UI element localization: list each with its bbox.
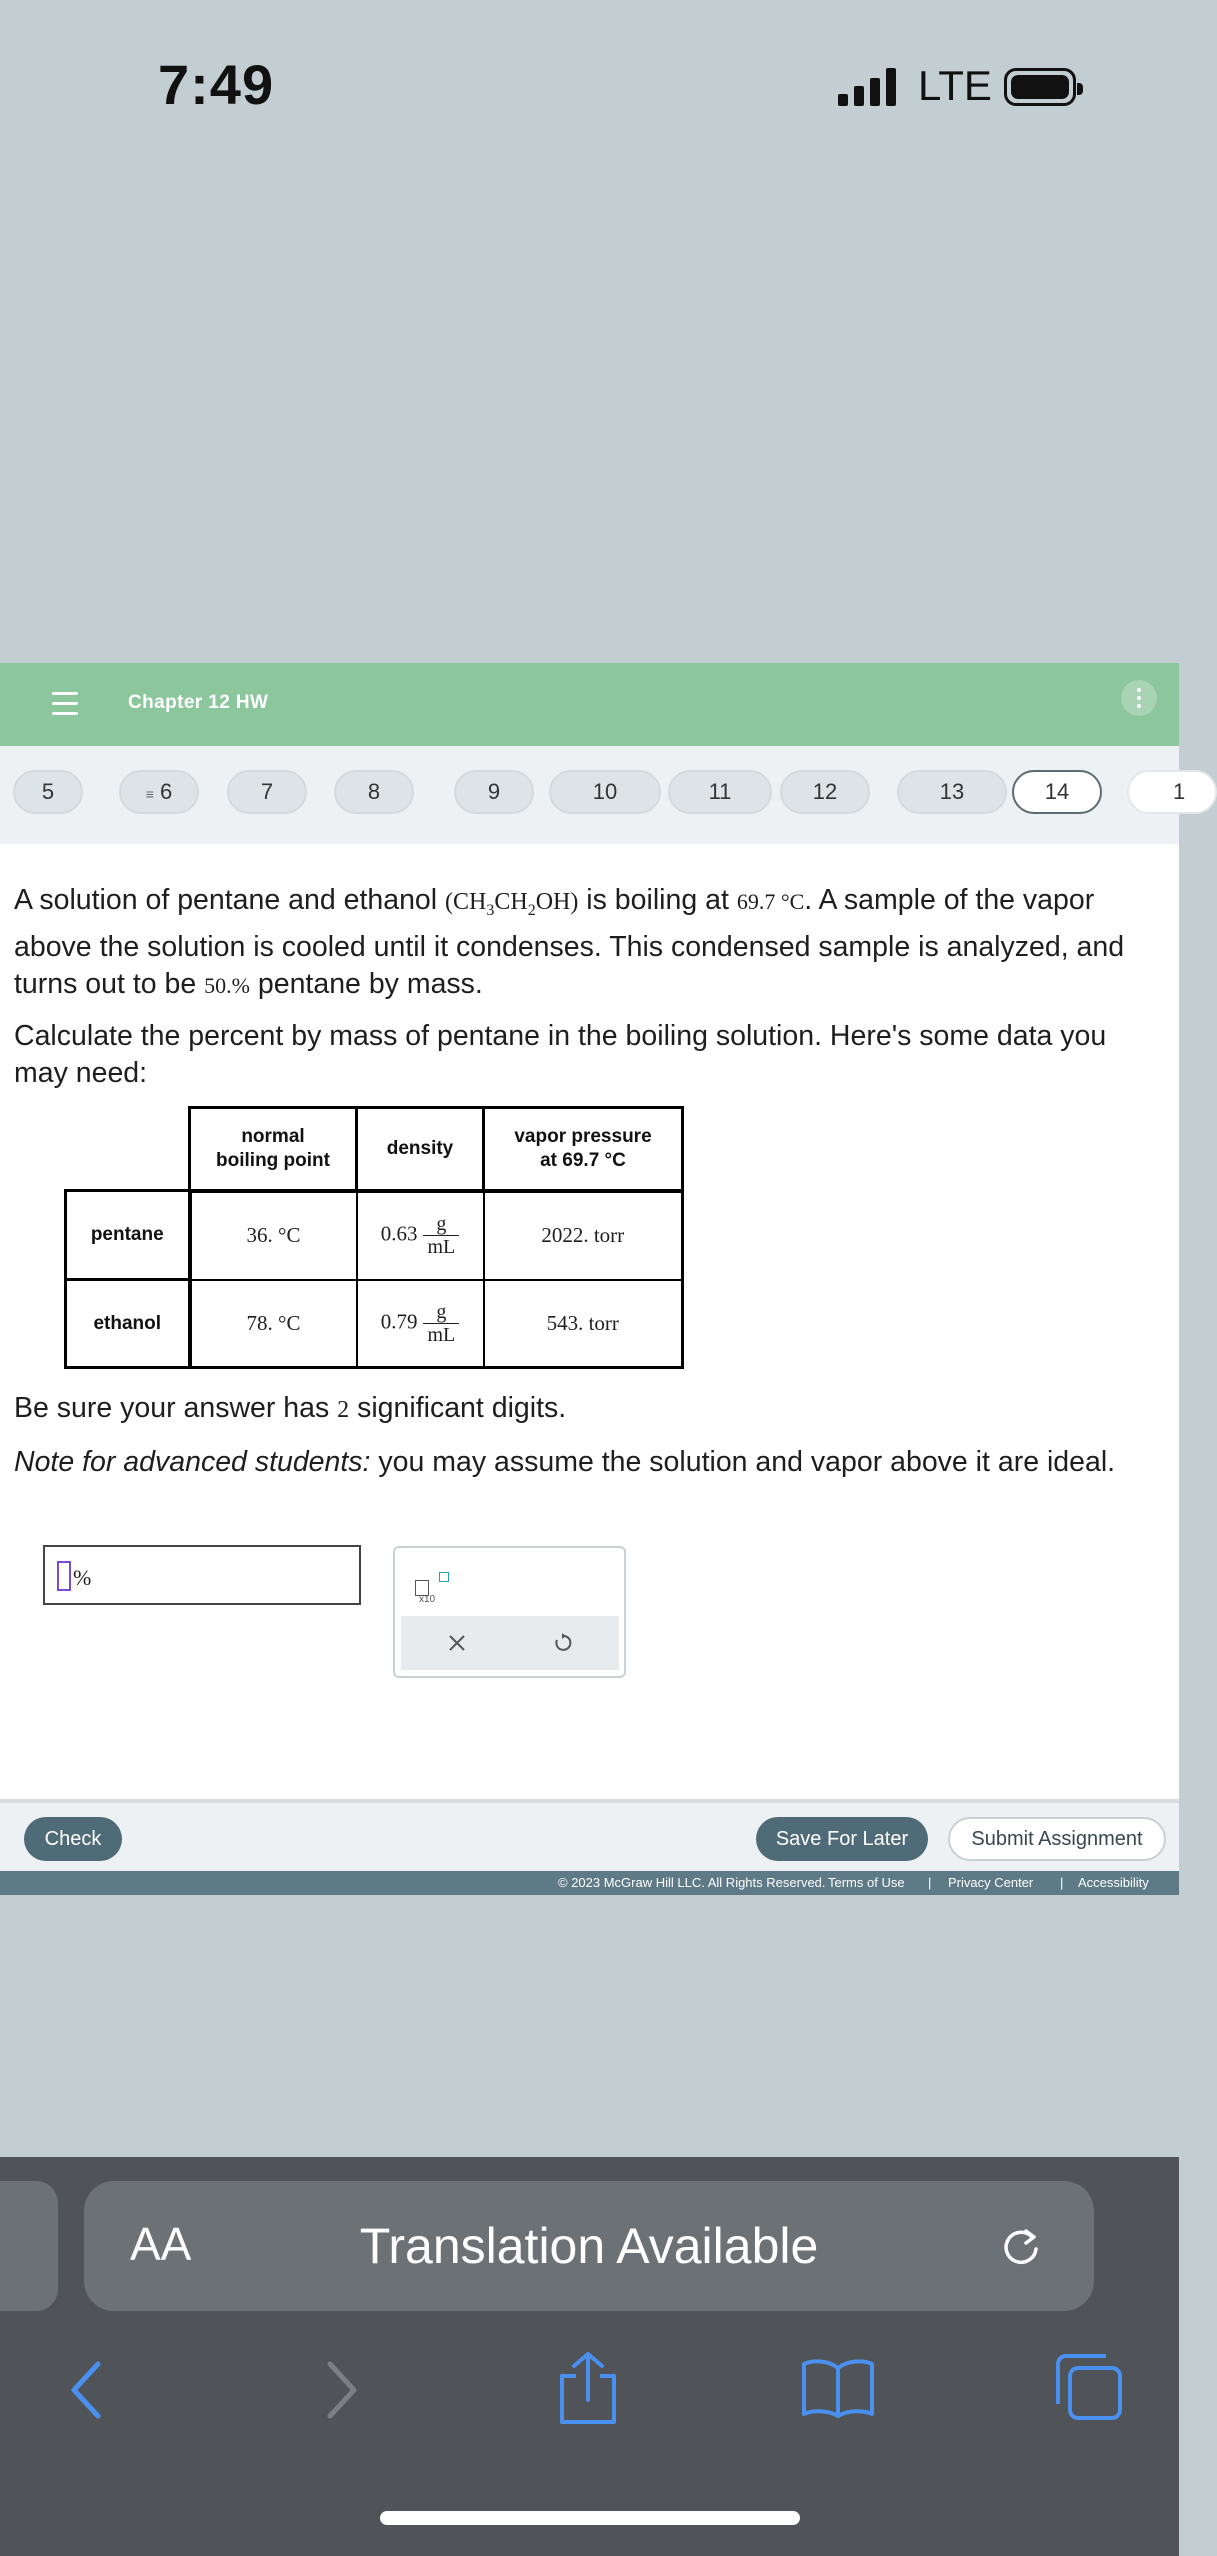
hamburger-menu-icon[interactable] — [52, 690, 78, 718]
submit-assignment-button[interactable]: Submit Assignment — [948, 1817, 1166, 1861]
network-type: LTE — [918, 62, 992, 109]
scientific-notation-icon[interactable]: x10 — [415, 1566, 455, 1602]
ethanol-boiling-point: 78. °C — [190, 1280, 357, 1368]
header-vapor-pressure: vapor pressure at 69.7 °C — [484, 1108, 683, 1191]
question-pill-6[interactable]: ≡ 6 — [119, 770, 199, 814]
question-pill-11[interactable]: 11 — [668, 770, 772, 814]
question-pill-5[interactable]: 5 — [13, 770, 83, 814]
tabs-icon[interactable] — [1054, 2352, 1124, 2422]
row-label-ethanol: ethanol — [66, 1280, 190, 1368]
significant-digits-note: Be sure your answer has 2 significant digits. — [14, 1392, 567, 1424]
save-for-later-button[interactable]: Save For Later — [756, 1817, 928, 1861]
battery-icon — [1004, 68, 1076, 106]
math-tool-panel — [393, 1546, 626, 1678]
question-navigation — [0, 746, 1186, 844]
share-icon[interactable] — [556, 2350, 620, 2426]
question-pill-9[interactable]: 9 — [454, 770, 534, 814]
advanced-note: Note for advanced students: you may assume the solution and vapor above it are ideal. — [14, 1446, 1116, 1478]
translation-banner[interactable]: Translation Available — [359, 2218, 819, 2274]
legal-bar — [0, 1871, 1179, 1895]
terms-link[interactable]: Terms of Use — [828, 1875, 905, 1890]
question-pill-14[interactable]: 14 — [1012, 770, 1102, 814]
bookmarks-icon[interactable] — [800, 2358, 876, 2420]
assignment-title: Chapter 12 HW — [128, 692, 269, 713]
pentane-vapor-pressure: 2022. torr — [484, 1191, 683, 1280]
forward-icon[interactable] — [322, 2360, 362, 2420]
ethanol-vapor-pressure: 543. torr — [484, 1280, 683, 1368]
separator: | — [928, 1875, 932, 1890]
previous-tab-peek[interactable] — [0, 2181, 58, 2311]
text-cursor — [57, 1561, 71, 1591]
question-pill-next[interactable]: 1 — [1127, 770, 1217, 814]
tool-action-bar — [401, 1616, 619, 1670]
more-options-icon[interactable] — [1121, 680, 1157, 716]
pentane-density: 0.63 $\frac{g}{mL}$ — [357, 1191, 484, 1280]
question-pill-13[interactable]: 13 — [897, 770, 1007, 814]
question-pill-10[interactable]: 10 — [549, 770, 661, 814]
signal-strength-icon — [838, 68, 900, 106]
check-button[interactable]: Check — [24, 1817, 122, 1861]
copyright: © 2023 McGraw Hill LLC. All Rights Reserved. — [558, 1875, 826, 1890]
clear-icon[interactable] — [447, 1633, 467, 1653]
flag-icon: ≡ — [145, 786, 154, 802]
separator: | — [1060, 1875, 1064, 1890]
ethanol-density: 0.79 $\frac{g}{mL}$ — [357, 1280, 484, 1368]
ethanol-formula: $(CH_3CH_2OH)$ — [445, 889, 579, 919]
data-table — [64, 1106, 684, 1369]
address-bar[interactable] — [84, 2181, 1094, 2311]
row-label-pentane: pentane — [66, 1191, 190, 1280]
accessibility-link[interactable]: Accessibility — [1078, 1875, 1149, 1890]
undo-icon[interactable] — [551, 1632, 573, 1654]
pentane-boiling-point: 36. °C — [190, 1191, 357, 1280]
table-row — [66, 1280, 683, 1368]
assignment-footer — [0, 1799, 1179, 1871]
question-pill-7[interactable]: 7 — [227, 770, 307, 814]
reader-settings-button[interactable]: AA — [130, 2218, 192, 2270]
question-paragraph-1: A solution of pentane and ethanol $(CH_3CH_2OH)$ is boiling at 69.7 °C. A sample of the vapor above the solution is cooled until it condenses. This condensed sample is analyzed, and turns out to be 50.% pentane by mass. — [14, 884, 1125, 1000]
table-row — [66, 1191, 683, 1280]
question-pill-8[interactable]: 8 — [334, 770, 414, 814]
question-pill-12[interactable]: 12 — [780, 770, 870, 814]
status-time: 7:49 — [158, 53, 275, 116]
header-density: density — [357, 1108, 484, 1191]
answer-input[interactable] — [43, 1545, 361, 1605]
privacy-link[interactable]: Privacy Center — [948, 1875, 1034, 1890]
header-boiling-point: normal boiling point — [190, 1108, 357, 1191]
question-paragraph-2: Calculate the percent by mass of pentane in the boiling solution. Here's some data you may need: — [14, 1020, 1107, 1089]
back-icon[interactable] — [66, 2360, 106, 2420]
answer-unit: % — [73, 1565, 92, 1590]
home-indicator[interactable] — [380, 2511, 800, 2525]
reload-icon[interactable] — [996, 2223, 1046, 2273]
